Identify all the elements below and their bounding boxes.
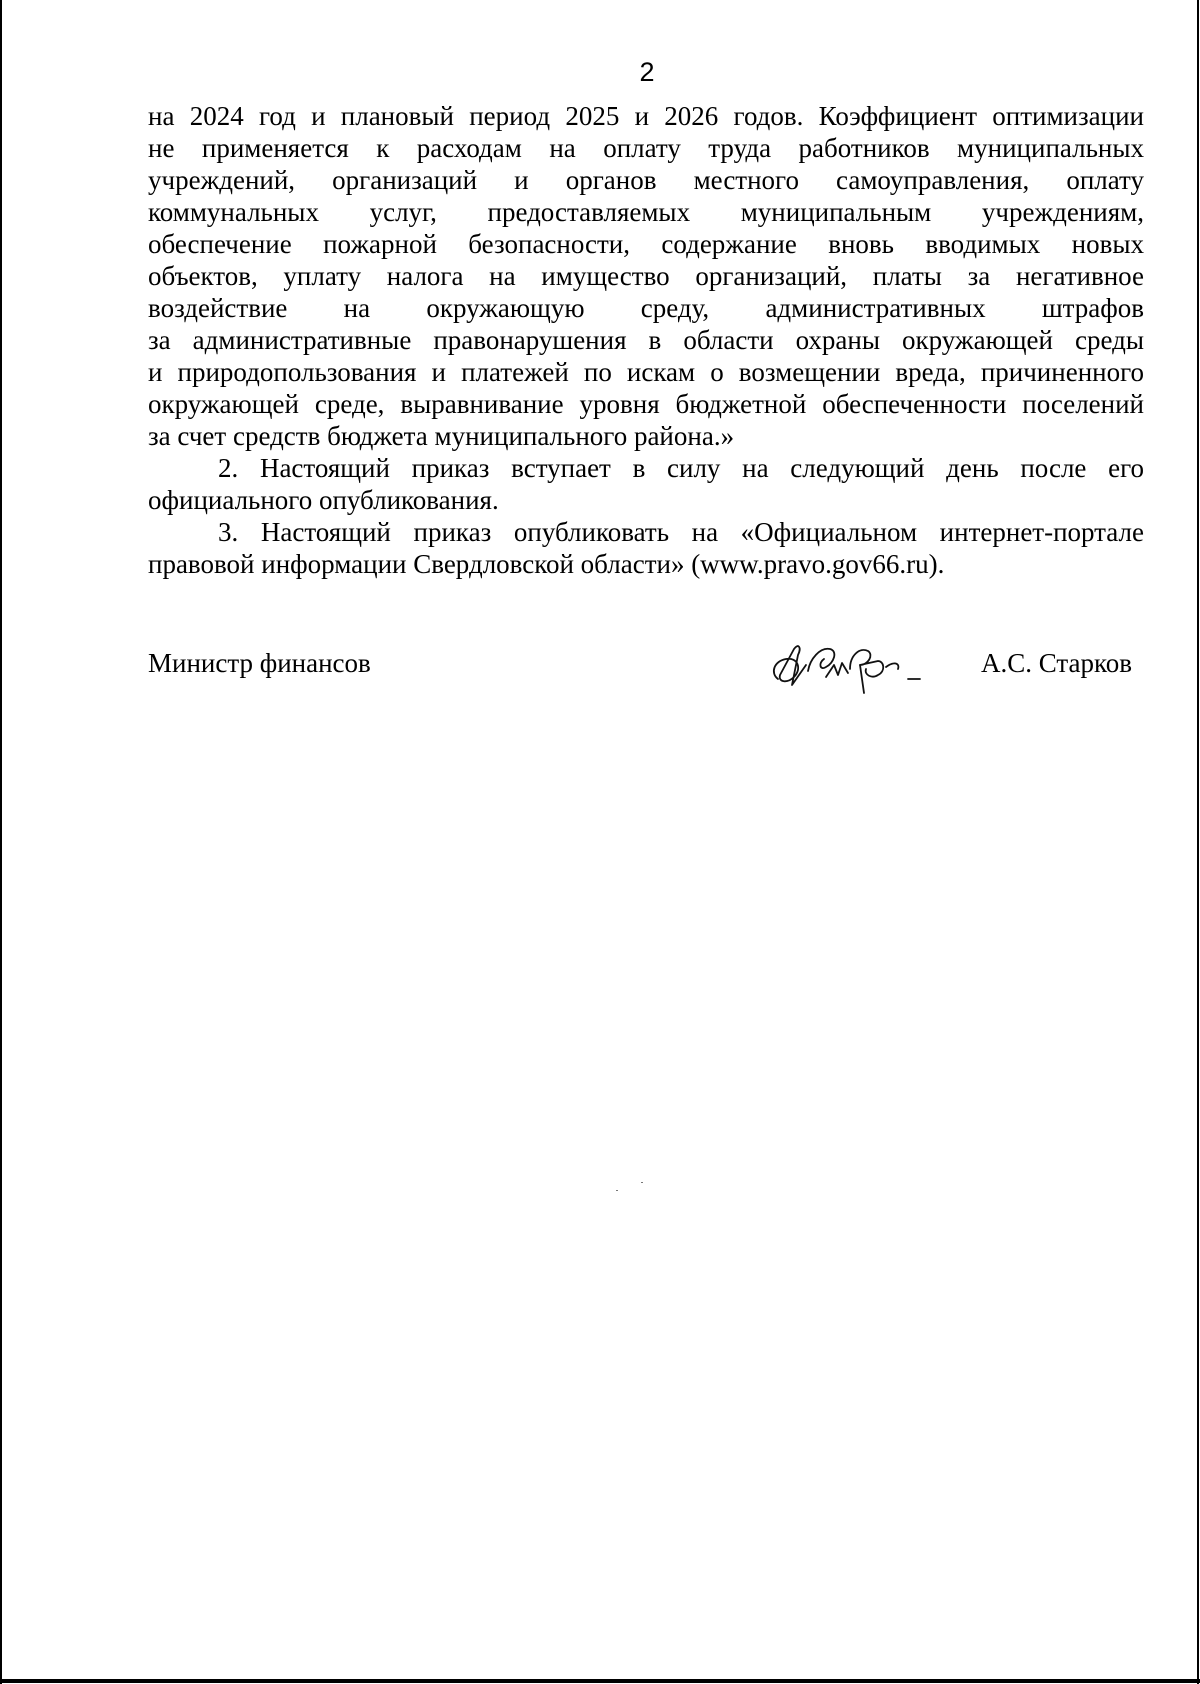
signatory-name: А.С. Старков — [980, 648, 1132, 678]
scan-border-left — [0, 0, 2, 1684]
scan-border-right — [1197, 0, 1199, 1684]
text-line: за административные правонарушения в области охраны окружающей среды — [148, 325, 1144, 355]
text-line: за счет средств бюджета муниципального района.» — [148, 421, 735, 451]
text-line: воздействие на окружающую среду, административных штрафов — [148, 293, 1144, 323]
text-line: 2. Настоящий приказ вступает в силу на следующий день после его — [218, 453, 1144, 483]
handwritten-signature-icon — [768, 635, 928, 697]
text-line: 3. Настоящий приказ опубликовать на «Официальном интернет-портале — [218, 517, 1144, 547]
document-body — [148, 100, 1144, 580]
text-line: правовой информации Свердловской области» (www.pravo.gov66.ru). — [148, 549, 945, 579]
text-line: обеспечение пожарной безопасности, содержание вновь вводимых новых — [148, 229, 1144, 259]
text-line: учреждений, организаций и органов местного самоуправления, оплату — [148, 165, 1144, 195]
text-line: и природопользования и платежей по искам о возмещении вреда, причиненного — [148, 357, 1144, 387]
paragraph-1 — [148, 100, 1144, 452]
text-line: объектов, уплату налога на имущество организаций, платы за негативное — [148, 261, 1144, 291]
scan-speck — [641, 1182, 643, 1183]
paragraph-2 — [148, 452, 1144, 516]
text-line: на 2024 год и плановый период 2025 и 2026 годов. Коэффициент оптимизации — [148, 101, 1144, 131]
signature-block — [148, 643, 1132, 695]
paragraph-3 — [148, 516, 1144, 580]
text-line: официального опубликования. — [148, 485, 499, 515]
scan-speck — [616, 1190, 618, 1191]
text-line: окружающей среде, выравнивание уровня бюджетной обеспеченности поселений — [148, 389, 1144, 419]
page-number: 2 — [639, 57, 655, 87]
scan-border-bottom — [0, 1679, 1200, 1683]
text-line: коммунальных услуг, предоставляемых муниципальным учреждениям, — [148, 197, 1144, 227]
text-line: не применяется к расходам на оплату труда работников муниципальных — [148, 133, 1144, 163]
signatory-title: Министр финансов — [148, 648, 371, 678]
